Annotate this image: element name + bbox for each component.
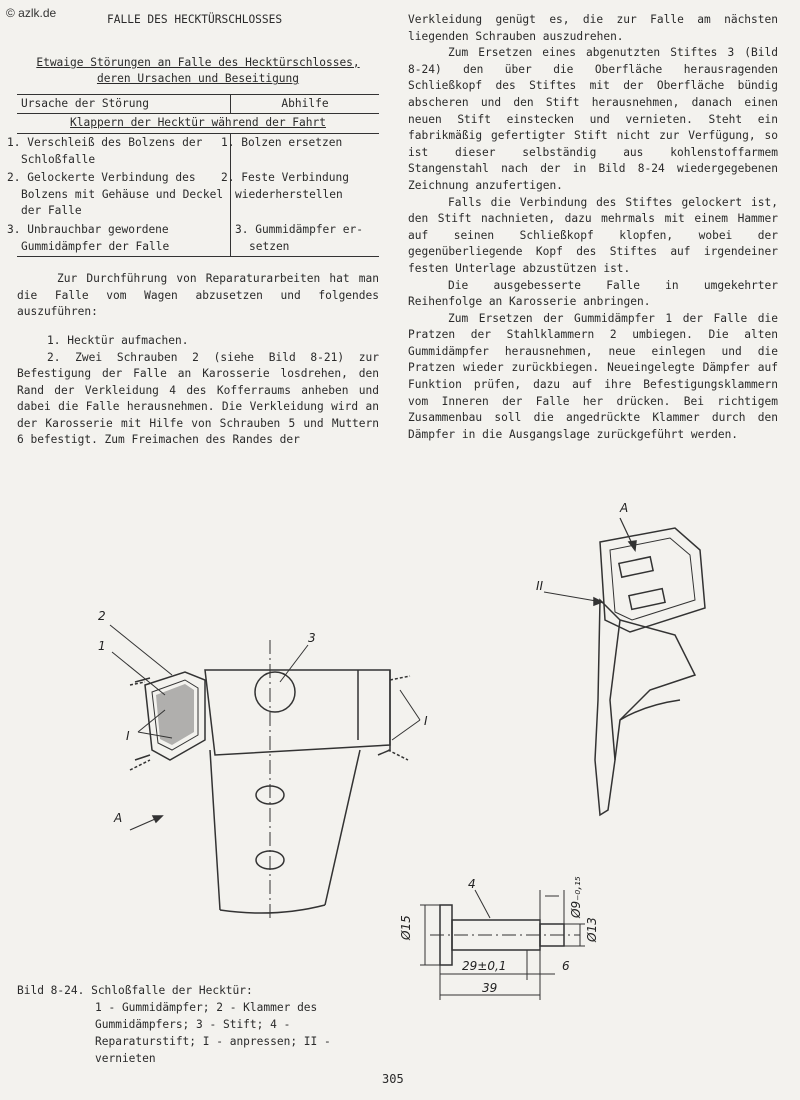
- caption-title: Bild 8-24. Schloßfalle der Hecktür:: [17, 984, 253, 997]
- step-1: 1. Hecktür aufmachen.: [47, 333, 189, 347]
- col-header-cause: Ursache der Störung: [17, 94, 231, 114]
- table-cell-cause-3: 3. Unbrauchbar gewordene Gummidämpfer der Falle: [17, 221, 231, 257]
- table-cell-remedy-2: 2. Feste Verbindung wiederherstellen: [221, 171, 349, 201]
- repair-pin-drawing: [380, 870, 610, 1010]
- table-cell-remedy-1: 1. Bolzen ersetzen: [221, 135, 343, 149]
- label-1: 1: [98, 639, 106, 653]
- group-header: Klappern der Hecktür während der Fahrt: [70, 116, 326, 130]
- dim-length-39: 39: [482, 981, 498, 995]
- section-title: FALLE DES HECKTÜRSCHLOSSES: [107, 13, 283, 26]
- right-paragraph-2: Zum Ersetzen eines abgenutzten Stiftes 3 (Bild 8-24) den über die Oberfläche herausragenden Schließkopf des Stiftes mit der Oberfläche bündig abscheren und den Stift herausnehmen, danach einen neuen Stift einstecken und vernieten. Steht ein fabrikmäßig gefertigter Stift nicht zur Verfügung, so ist dieser selbständig aus kohlenstoffarmem Stangenstahl nach der in Bild 8-24 wiedergegebenen Zeichnung anzufertigen.: [408, 46, 778, 192]
- right-paragraph-5: Zum Ersetzen der Gummidämpfer 1 der Falle die Pratzen der Stahlklammern 2 umbiegen. Die alten Gummidämpfer herausnehmen, neue einlegen und die Pratzen wieder zurückbiegen. Neueingelegte Dämpfer auf Funktion prüfen, dazu auf ihre Befestigungsklammern vom Inneren der Falle her drücken. Bei richtigem Zusammenbau soll die angedrückte Klammer durch den Dämpfer in die Ausgangslage zurückgeführt werden.: [408, 311, 778, 441]
- latch-detail-view: [520, 500, 760, 840]
- figure-caption: [17, 982, 397, 1067]
- label-3: 3: [308, 631, 316, 645]
- step-2: 2. Zwei Schrauben 2 (siehe Bild 8-21) zur Befestigung der Falle an Karosserie losdrehen, den Rand der Verkleidung 4 des Kofferraums anheben und dabei die Falle herausnehmen. Die Verkleidung wird an der Karosserie mit Hilfe von Schrauben 5 und Muttern 6 befestigt. Zum Freimachen des Randes der: [17, 350, 379, 447]
- right-paragraph-3: Falls die Verbindung des Stiftes gelockert ist, den Stift nachnieten, dazu mehrmals mit einem Hammer auf seinen Schließkopf klopfen, wobei der gegenüberliegende Kopf des Stiftes auf irgendeiner festen Unterlage abzustützen ist.: [408, 195, 778, 275]
- label-A-top: A: [620, 501, 629, 515]
- dim-diameter-15: Ø15: [399, 915, 413, 940]
- label-4: 4: [468, 877, 476, 891]
- table-title-line2: deren Ursachen und Beseitigung: [96, 72, 300, 86]
- right-paragraph-1: Verkleidung genügt es, die zur Falle am nächsten liegenden Schrauben auszudrehen.: [408, 13, 778, 43]
- right-column: [408, 12, 778, 443]
- col-header-remedy: Abhilfe: [231, 94, 380, 114]
- caption-body: 1 - Gummidämpfer; 2 - Klammer des Gummidämpfers; 3 - Stift; 4 - Reparaturstift; I - anpressen; II - vernieten: [95, 1001, 331, 1065]
- dim-length-29: 29±0,1: [462, 959, 507, 973]
- right-paragraph-4: Die ausgebesserte Falle in umgekehrter Reihenfolge an Karosserie anbringen.: [408, 278, 778, 309]
- table-cell-cause-1: 1. Verschleiß des Bolzens der Schloßfalle: [17, 133, 231, 169]
- page-number: 305: [382, 1072, 404, 1086]
- label-2: 2: [98, 609, 106, 623]
- table-title-line1: Etwaige Störungen an Falle des Hecktürschlosses,: [36, 55, 360, 69]
- label-A-left: A: [114, 811, 123, 825]
- label-II: II: [536, 579, 544, 593]
- dim-diameter-13: Ø13: [585, 917, 599, 942]
- table-cell-remedy-3: 3. Gummidämpfer er-setzen: [231, 221, 380, 257]
- fault-table: [7, 94, 379, 257]
- label-I-right: I: [424, 714, 428, 728]
- dim-diameter-9: Ø9₋₀,₁₅: [569, 876, 583, 918]
- watermark: © azlk.de: [6, 6, 57, 20]
- table-cell-cause-2: 2. Gelockerte Verbindung des Bolzens mit Gehäuse und Deckel der Falle: [17, 169, 231, 221]
- label-I-left: I: [126, 729, 130, 743]
- intro-paragraph: Zur Durchführung von Reparaturarbeiten hat man die Falle vom Wagen abzusetzen und folgendes auszuführen:: [17, 272, 379, 319]
- dim-length-6: 6: [562, 959, 570, 973]
